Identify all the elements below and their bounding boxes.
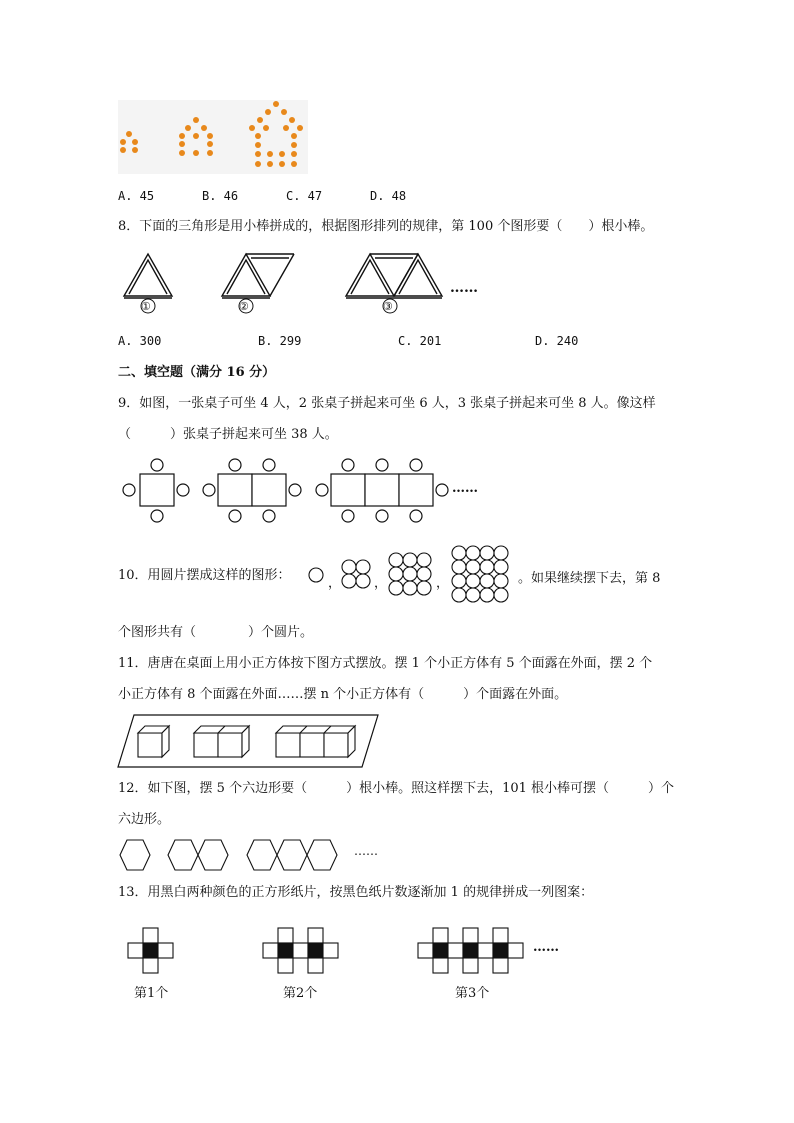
q10-sep-2: ， <box>374 576 388 591</box>
q13-tile-figures <box>128 928 528 976</box>
q8-question-text: 8．下面的三角形是用小棒拼成的，根据图形排列的规律，第 100 个图形要（ ）根小棒。 <box>118 219 654 234</box>
q11-cube-figures <box>118 713 380 769</box>
q10-lead: 10．用圆片摆成这样的图形： <box>118 568 291 583</box>
q9-line-2: （ ）张桌子拼起来可坐 38 人。 <box>118 427 338 442</box>
q7-option-b[interactable]: B. 46 <box>202 189 239 203</box>
q12-line-1: 12．如下图，摆 5 个六边形要（ ）根小棒。照这样摆下去，101 根小棒可摆（ ）个 <box>118 781 675 796</box>
q10-sep-1: ， <box>328 576 342 591</box>
q13-ellipsis: …… <box>533 940 559 955</box>
q11-line-1: 11．唐唐在桌面上用小正方体按下图方式摆放。摆 1 个小正方体有 5 个面露在外面，摆 2 个 <box>118 656 653 671</box>
q7-option-a[interactable]: A. 45 <box>118 189 155 203</box>
q13-caption-2: 第2个 <box>283 986 318 1001</box>
q12-hexagon-figures <box>118 836 348 876</box>
q10-tail: 。如果继续摆下去，第 8 <box>518 571 661 586</box>
q8-option-a[interactable]: A. 300 <box>118 334 162 348</box>
q8-ellipsis: …… <box>450 280 478 296</box>
q13-question-text: 13．用黑白两种颜色的正方形纸片，按黑色纸片数逐渐加 1 的规律拼成一列图案： <box>118 885 594 900</box>
q8-option-d[interactable]: D. 240 <box>535 334 579 348</box>
q8-figure-label-1: ① <box>141 300 151 313</box>
q8-figure-label-2: ② <box>239 300 249 313</box>
q13-caption-1: 第1个 <box>134 986 169 1001</box>
q8-option-b[interactable]: B. 299 <box>258 334 302 348</box>
q9-table-figures <box>120 456 460 526</box>
q8-figure-label-3: ③ <box>383 300 393 313</box>
q9-line-1: 9．如图，一张桌子可坐 4 人，2 张桌子拼起来可坐 6 人，3 张桌子拼起来可坐 8 人。像这样 <box>118 396 656 411</box>
q7-option-c[interactable]: C. 47 <box>286 189 323 203</box>
q9-ellipsis: …… <box>452 481 478 496</box>
q10-sep-3: ， <box>436 576 450 591</box>
q10-line-2: 个图形共有（ ）个圆片。 <box>118 625 314 640</box>
q11-line-2: 小正方体有 8 个面露在外面……摆 n 个小正方体有（ ）个面露在外面。 <box>118 687 568 702</box>
q7-dot-figures <box>118 98 308 176</box>
q8-option-c[interactable]: C. 201 <box>398 334 442 348</box>
section-title: 二、填空题（满分 16 分） <box>118 365 276 380</box>
q13-caption-3: 第3个 <box>455 986 490 1001</box>
q12-ellipsis: …… <box>354 844 378 858</box>
q8-triangle-figures <box>120 248 500 318</box>
q7-option-d[interactable]: D. 48 <box>370 189 407 203</box>
q12-line-2: 六边形。 <box>118 812 171 827</box>
